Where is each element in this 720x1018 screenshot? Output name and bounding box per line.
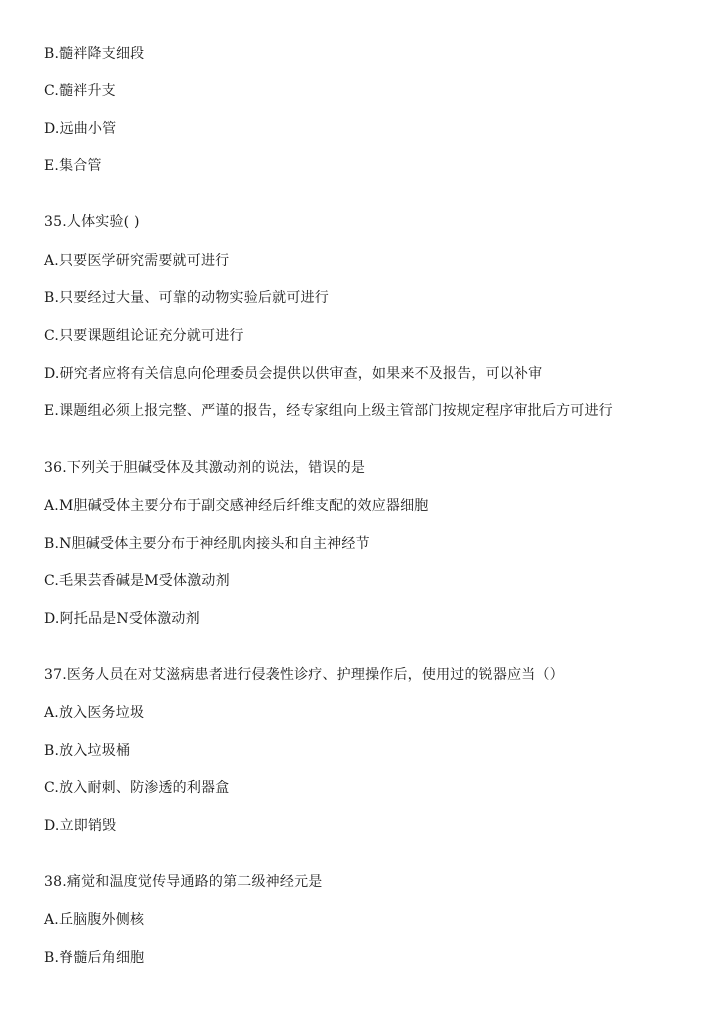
question-35-option-b: B.只要经过大量、可靠的动物实验后就可进行 <box>44 290 329 306</box>
question-36-option-a: A.M胆碱受体主要分布于副交感神经后纤维支配的效应器细胞 <box>44 498 429 514</box>
question-37-stem: 37.医务人员在对艾滋病患者进行侵袭性诊疗、护理操作后，使用过的锐器应当（） <box>44 667 564 683</box>
option-c: C.髓袢升支 <box>44 83 116 99</box>
question-35-option-d: D.研究者应将有关信息向伦理委员会提供以供审查，如果来不及报告，可以补审 <box>44 366 543 382</box>
question-38-option-a: A.丘脑腹外侧核 <box>44 912 145 928</box>
question-36-option-c: C.毛果芸香碱是M受体激动剂 <box>44 573 230 589</box>
question-38-stem: 38.痛觉和温度觉传导通路的第二级神经元是 <box>44 874 323 890</box>
question-35-option-a: A.只要医学研究需要就可进行 <box>44 253 230 269</box>
question-36-option-d: D.阿托品是N受体激动剂 <box>44 611 200 627</box>
question-37-option-a: A.放入医务垃圾 <box>44 705 145 721</box>
question-35-option-e: E.课题组必须上报完整、严谨的报告，经专家组向上级主管部门按规定程序审批后方可进行 <box>44 403 613 419</box>
question-35-option-c: C.只要课题组论证充分就可进行 <box>44 328 244 344</box>
option-e: E.集合管 <box>44 158 102 174</box>
question-37-option-b: B.放入垃圾桶 <box>44 743 131 759</box>
question-36-stem: 36.下列关于胆碱受体及其激动剂的说法，错误的是 <box>44 460 366 476</box>
question-38-option-b: B.脊髓后角细胞 <box>44 950 145 966</box>
option-d: D.远曲小管 <box>44 121 117 137</box>
question-36-option-b: B.N胆碱受体主要分布于神经肌肉接头和自主神经节 <box>44 536 370 552</box>
question-37-option-d: D.立即销毁 <box>44 818 117 834</box>
question-35-stem: 35.人体实验( ) <box>44 214 140 230</box>
option-b: B.髓袢降支细段 <box>44 46 145 62</box>
question-37-option-c: C.放入耐刺、防渗透的利器盒 <box>44 780 230 796</box>
